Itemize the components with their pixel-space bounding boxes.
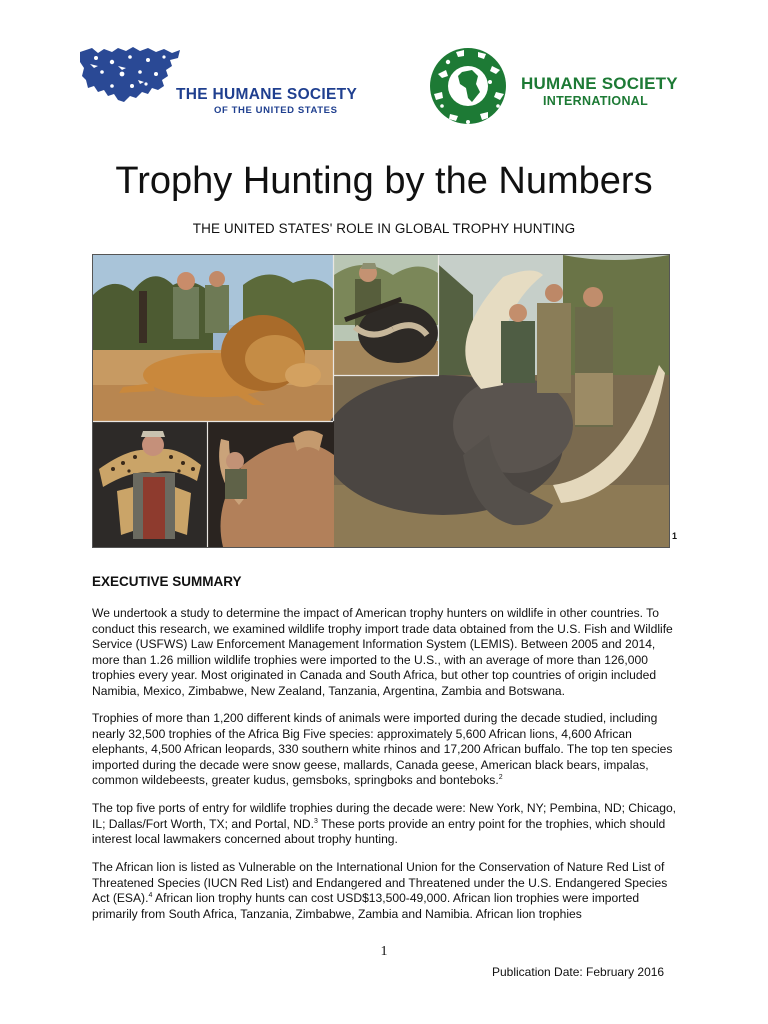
footnote-marker: 4 <box>148 891 153 899</box>
document-subtitle: THE UNITED STATES' ROLE IN GLOBAL TROPHY HUNTING <box>192 221 576 236</box>
paragraph-text: African lion trophy hunts can cost USD$13,500-49,000. African lion trophies were imported primarily from South Africa, Tanzania, Zimbabwe, Zambia and Namibia. African lion trophies <box>92 891 640 921</box>
trophy-photo-collage <box>92 254 670 548</box>
paragraph-text: The top five ports of entry for wildlife trophies during the decade were: New York, NY; Pembina, ND; Chicago, IL; Dallas/Fort Worth, TX; and Portal, ND. <box>92 801 677 831</box>
footnote-marker: 3 <box>314 817 318 825</box>
paragraph-text: The African lion is listed as Vulnerable on the International Union for the Conservation of Nature Red List of Threatened Species (IUCN Red List) and Endangered and Threatened under the U.S. Endangered Species Act (ESA). <box>92 860 668 905</box>
section-heading: EXECUTIVE SUMMARY <box>92 574 242 589</box>
page-number: 1 <box>380 944 388 959</box>
summary-paragraph-4 <box>92 860 682 922</box>
buffalo-trophy-photo <box>334 255 438 375</box>
hsi-logo <box>428 44 698 130</box>
leopard-trophy-photo <box>93 422 207 547</box>
hsi-globe-animals-icon <box>428 44 510 128</box>
collage-footnote: 1 <box>672 531 678 541</box>
hsus-logo <box>78 44 378 120</box>
document-title: Trophy Hunting by the Numbers <box>115 160 653 202</box>
hsus-animal-map-icon <box>78 44 182 110</box>
summary-paragraph-1 <box>92 606 682 699</box>
paragraph-text: These ports provide an entry point for the trophies, which should interest local lawmakers concerned about trophy hunting. <box>92 816 666 846</box>
summary-paragraph-3 <box>92 801 682 848</box>
publication-date: Publication Date: February 2016 <box>492 965 665 979</box>
lion-trophy-photo <box>93 255 333 421</box>
rhino-trophy-photo <box>208 422 334 547</box>
hsus-title: THE HUMANE SOCIETY <box>176 86 358 103</box>
paragraph-text: We undertook a study to determine the impact of American trophy hunters on wildlife in other countries. To conduct this research, we examined wildlife trophy import trade data obtained from the U.S. Fish and Wildlife Service (USFWS) Law Enforcement Management Information System (LEMIS). Between 2005 and 2014, more than 1.26 million wildlife trophies were imported to the U.S., with an average of more than 126,000 trophies every year. Most originated in Canada and South Africa, but other top countries of origin included Namibia, Mexico, Zimbabwe, New Zealand, Tanzania, Argentina, Zambia and Botswana. <box>92 606 673 698</box>
summary-paragraph-2 <box>92 711 682 789</box>
hsi-subtitle: INTERNATIONAL <box>543 94 649 108</box>
hsus-subtitle: OF THE UNITED STATES <box>214 105 338 116</box>
hsi-title: HUMANE SOCIETY <box>521 74 678 93</box>
footnote-marker: 2 <box>498 773 503 781</box>
paragraph-text: Trophies of more than 1,200 different kinds of animals were imported during the decade studied, including nearly 32,500 trophies of the Africa Big Five species: approximately 5,600 African lions, 4,600 African elephants, 4,500 African leopards, 330 southern white rhinos and 17,200 African buffalo. The top ten species imported during the decade were snow geese, mallards, Canada geese, American black bears, impalas, common wildebeests, greater kudus, gemsboks, springboks and bonteboks. <box>92 711 673 787</box>
